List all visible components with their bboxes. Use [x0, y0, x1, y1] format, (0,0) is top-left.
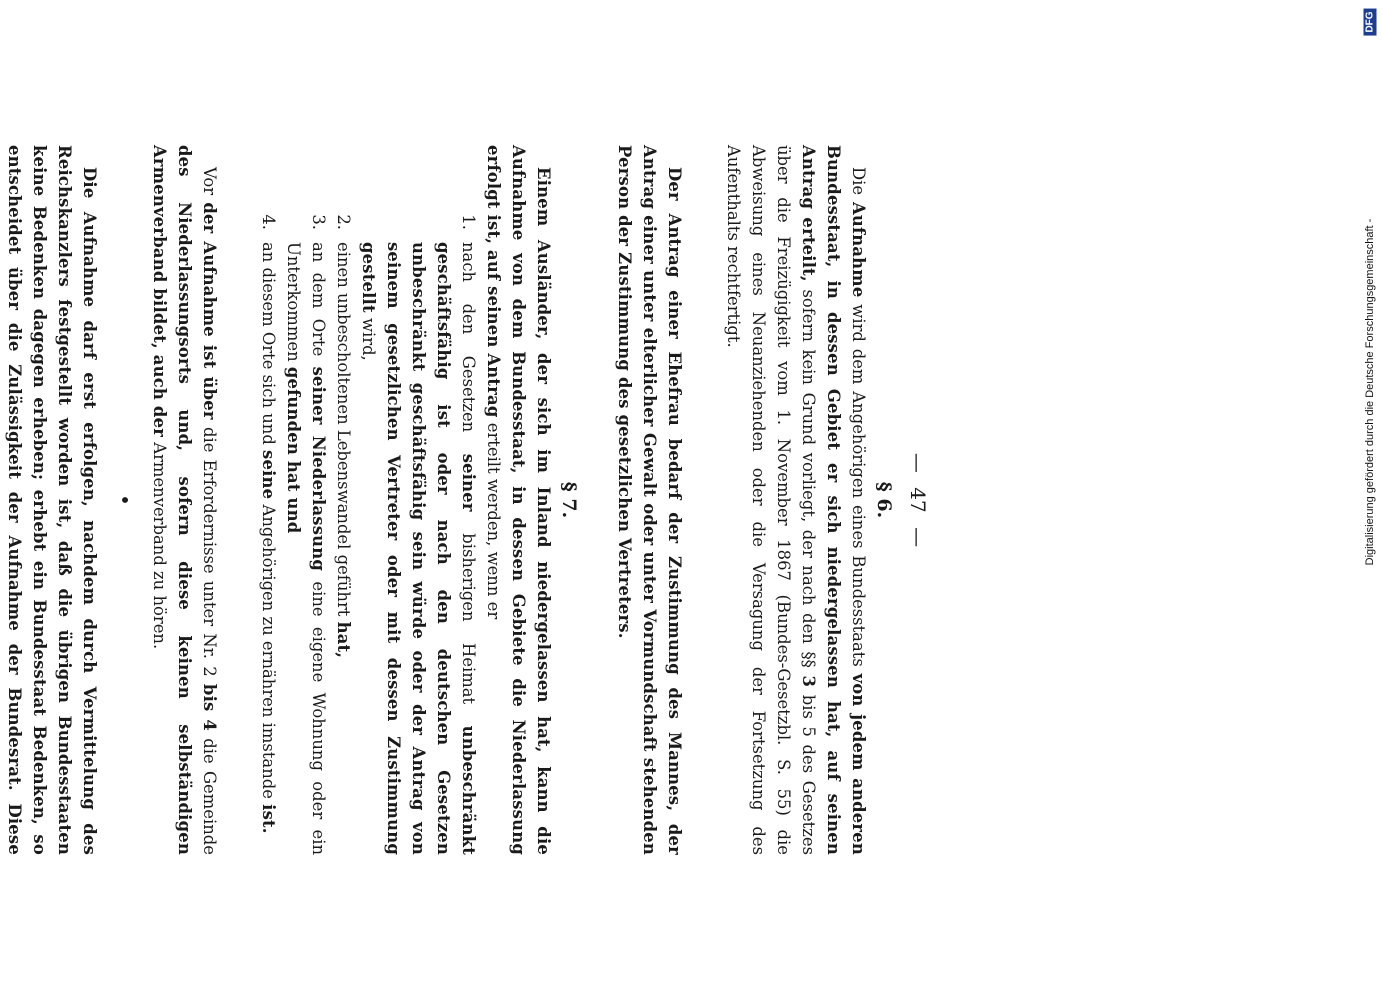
spacer: [102, 145, 112, 855]
bold-run: ist.: [259, 804, 278, 834]
text-run: wird dem Angehörigen eines Bundesstaats: [849, 297, 868, 674]
text-run: die Erfordernisse unter Nr. 2: [200, 419, 219, 684]
text-run: erteilt werden, wenn er: [484, 417, 503, 620]
bold-run: gefunden hat und: [284, 366, 303, 534]
text-run: eine eigene Wohnung oder ein Unterkommen: [284, 242, 328, 855]
bold-run: von jedem anderen Bundesstaat, in dessen Gebiet er sich niedergelassen hat, auf seinen Antrag erteilt,: [799, 145, 868, 856]
bold-run: des Niederlassungsorts und, sofern diese keinen selbständigen Armenverband bildet, auch der: [150, 145, 194, 855]
section-7-heading: § 7.: [558, 481, 580, 519]
section-7-conditions-list: [256, 145, 481, 855]
page-content: [0, 145, 897, 855]
section-6-paragraph-2: Der Antrag einer Ehefrau bedarf der Zustimmung des Mannes, der Antrag einer unter elterlicher Gewalt oder unter Vormundschaft stehenden Person der Zustimmung des gesetzlichen Vertreters.: [615, 145, 684, 855]
section-6-paragraph-1: [721, 145, 871, 855]
text-run: Die: [849, 167, 868, 202]
list-item-number: 2.: [334, 214, 353, 230]
list-item: [356, 145, 481, 855]
digitization-credit-text: Digitalisierung gefördert durch die Deutsche Forschungsgemeinschaft -: [1364, 218, 1376, 566]
bold-run: der Aufnahme ist über: [200, 202, 219, 420]
text-run: wird,: [359, 312, 378, 361]
dfg-logo: DFG: [1364, 8, 1377, 35]
list-item: [331, 145, 356, 855]
bold-run: seiner Niederlassung: [309, 366, 328, 572]
reichskanzler-paragraph: Die Aufnahme darf erst erfolgen, nachdem durch Vermittelung des Reichskanzlers festgestellt worden ist, daß die übrigen Bundesstaaten keine Bedenken dagegen erheben; erhebt ein Bundesstaat Bedenken, so entscheidet über die Zulässigkeit der Aufnahme der Bundesrat. Diese: [5, 145, 99, 855]
section-7-paragraph-2: [147, 145, 222, 855]
section-6-heading: § 6.: [873, 481, 895, 519]
list-item-text: [356, 242, 481, 855]
list-item-number: 4.: [259, 214, 278, 230]
spacer: [687, 145, 721, 855]
text-run: an dem Orte: [309, 242, 328, 367]
section-7-paragraph-1: [481, 145, 556, 855]
text-run: nach den Gesetzen: [459, 242, 478, 454]
spacer: [582, 145, 612, 855]
list-item-number: 1.: [459, 214, 478, 230]
text-run: einen unbescholtenen Lebenswandel geführt: [334, 242, 353, 622]
bold-run: seiner: [459, 453, 478, 512]
text-run: bis 5 des Gesetzes über die Freizügigkeit vom 1. November 1867 (Bundes-Gesetzbl. S. 55) die Abweisung eines Neuanziehenden oder die Versagung der Fortsetzung des Aufenthalts rechtfertigt.: [724, 145, 818, 856]
bold-run: 3: [799, 675, 818, 688]
page-header: [906, 0, 930, 1000]
digitization-credit: [1342, 0, 1383, 1000]
header-dash-right: —: [906, 527, 930, 548]
list-item-text: [256, 242, 281, 855]
middle-mark: •: [115, 494, 134, 506]
text-run: Armenverband zu hören.: [150, 437, 169, 650]
list-item: [256, 145, 281, 855]
bold-run: hat,: [334, 621, 353, 659]
text-run: an diesem Orte sich und: [259, 242, 278, 451]
text-run: Vor: [200, 167, 219, 203]
bold-run: bis 4: [200, 683, 219, 731]
spacer: [137, 145, 147, 855]
list-item: [281, 145, 331, 855]
list-item-text: [331, 242, 356, 855]
text-run: sofern kein Grund vorliegt, der nach den §§: [799, 281, 818, 676]
text-run: bisherigen Heimat: [459, 511, 478, 726]
spacer: [222, 145, 256, 855]
text-run: Angehörigen zu ernähren imstande: [259, 499, 278, 805]
bold-run: seine: [259, 450, 278, 500]
bold-run: Einem Ausländer, der sich im Inland niedergelassen hat, kann die Aufnahme von dem Bundesstaat, in dessen Gebiete die Niederlassung erfolgt ist, auf seinen Antrag: [484, 145, 553, 855]
list-item-text: [281, 242, 331, 855]
bold-run: Aufnahme: [849, 201, 868, 298]
text-run: die Gemeinde: [200, 731, 219, 855]
list-item-number: 3.: [309, 214, 328, 230]
header-page-number: 47: [906, 487, 930, 513]
header-dash-left: —: [906, 452, 930, 473]
bold-run: unbeschränkt geschäftsfähig ist oder nach den deutschen Gesetzen unbeschränkt geschäftsfähig sein würde oder der Antrag von seinem gesetzlichen Vertreter oder mit dessen Zustimmung gestellt: [359, 242, 478, 856]
